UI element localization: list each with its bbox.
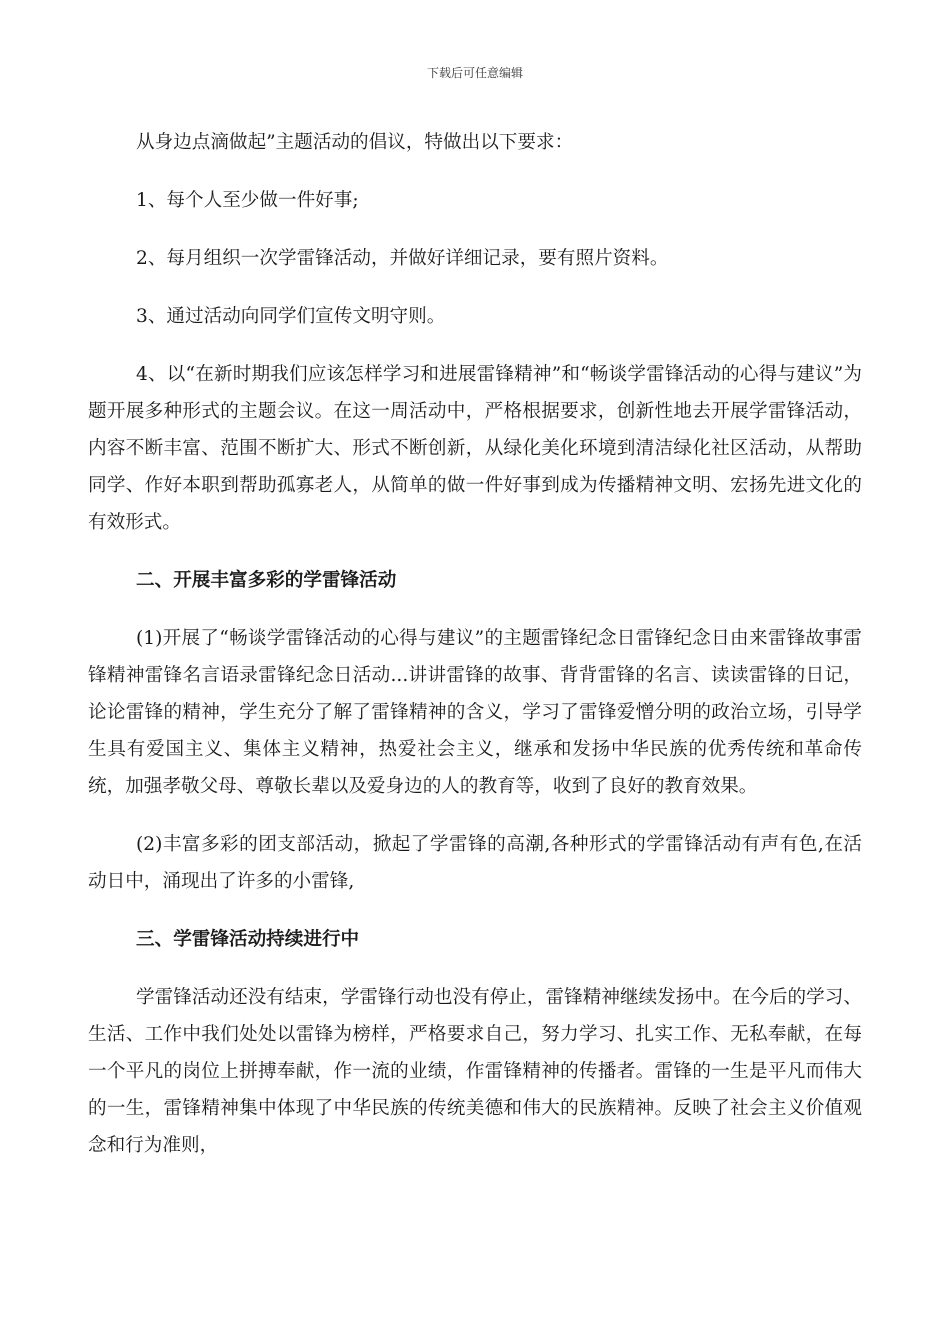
list-item-3: 3、通过活动向同学们宣传文明守则。	[136, 306, 446, 327]
paragraph-continuing: 学雷锋活动还没有结束，学雷锋行动也没有停止，雷锋精神继续发扬中。在今后的学习、生活、工作中我们处处以雷锋为榜样，严格要求自己，努力学习、扎实工作、无私奉献，在每一个平凡的岗位上拼搏奉献，作一流的业绩，作雷锋精神的传播者。雷锋的一生是平凡而伟大的一生，雷锋精神集中体现了中华民族的传统美德和伟大的民族精神。反映了社会主义价值观念和行为准则，	[88, 987, 862, 1156]
list-item-1: 1、每个人至少做一件好事;	[136, 190, 359, 211]
list-item-2: 2、每月组织一次学雷锋活动，并做好详细记录，要有照片资料。	[136, 248, 669, 269]
paragraph-intro: 从身边点滴做起”主题活动的倡议，特做出以下要求：	[136, 132, 574, 153]
list-item-4: 4、以“在新时期我们应该怎样学习和进展雷锋精神”和“畅谈学雷锋活动的心得与建议”为题开展多种形式的主题会议。在这一周活动中，严格根据要求，创新性地去开展学雷锋活动，内容不断丰富、范围不断扩大、形式不断创新，从绿化美化环境到清洁绿化社区活动，从帮助同学、作好本职到帮助孤寡老人，从简单的做一件好事到成为传播精神文明、宏扬先进文化的有效形式。	[88, 364, 862, 533]
section-heading-3: 三、学雷锋活动持续进行中	[136, 929, 360, 950]
paragraph-activity-1: (1)开展了“畅谈学雷锋活动的心得与建议”的主题雷锋纪念日雷锋纪念日由来雷锋故事雷锋精神雷锋名言语录雷锋纪念日活动...讲讲雷锋的故事、背背雷锋的名言、读读雷锋的日记，论论雷锋的精神，学生充分了解了雷锋精神的含义，学习了雷锋爱憎分明的政治立场，引导学生具有爱国主义、集体主义精神，热爱社会主义，继承和发扬中华民族的优秀传统和革命传统，加强孝敬父母、尊敬长辈以及爱身边的人的教育等，收到了良好的教育效果。	[88, 628, 862, 797]
paragraph-activity-2: (2)丰富多彩的团支部活动，掀起了学雷锋的高潮,各种形式的学雷锋活动有声有色,在活动日中，涌现出了许多的小雷锋,	[88, 834, 862, 892]
page-header: 下载后可任意编辑	[426, 66, 523, 80]
document-body	[88, 124, 862, 1164]
section-heading-2: 二、开展丰富多彩的学雷锋活动	[136, 570, 397, 591]
